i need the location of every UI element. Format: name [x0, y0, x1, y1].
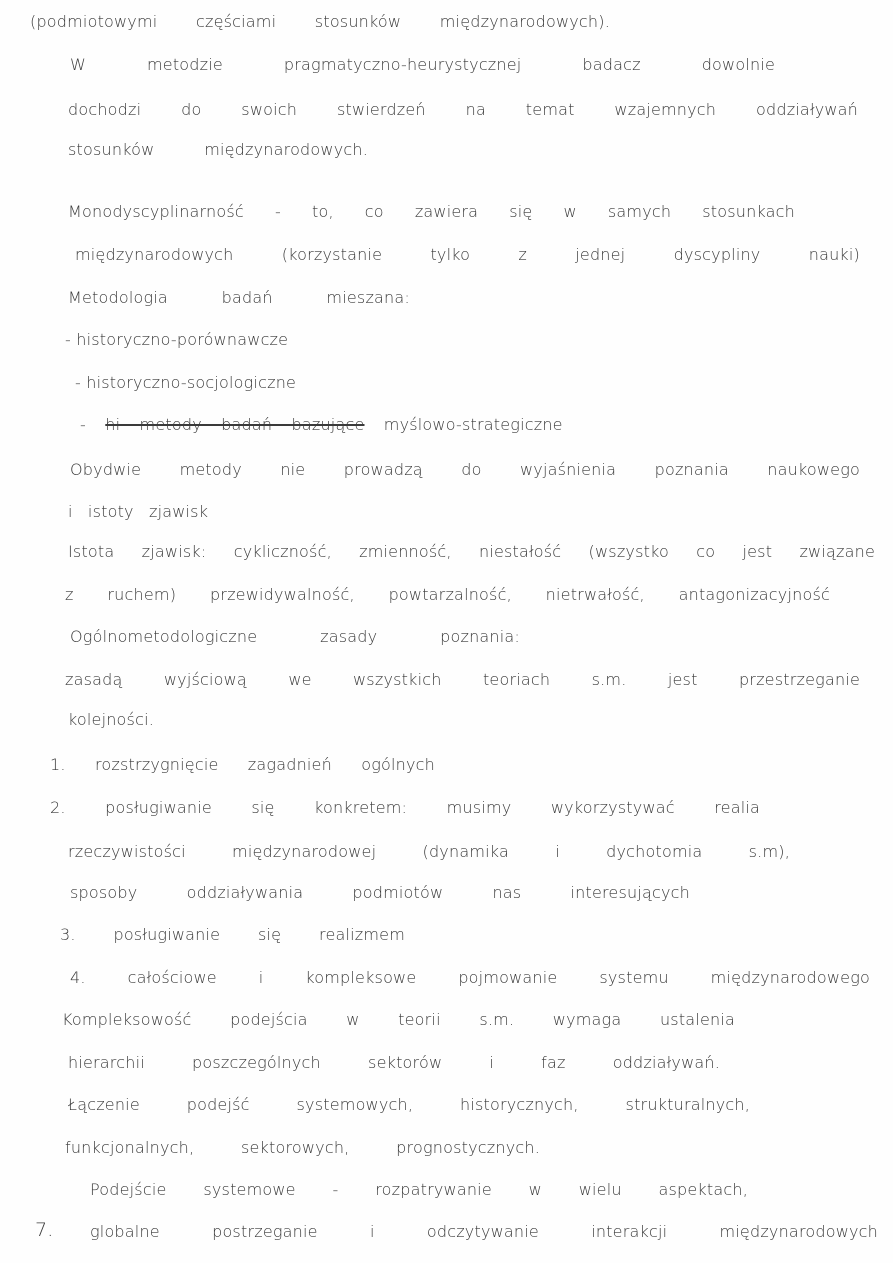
handwritten-line: Monodyscyplinarność - to, co zawiera się w samych stosunkach — [68, 202, 795, 221]
list-number: 7. — [35, 1219, 54, 1241]
handwritten-line: 3. posługiwanie się realizmem — [60, 925, 405, 944]
handwritten-line: (podmiotowymi częściami stosunków międzynarodowych). — [30, 12, 610, 31]
handwritten-line: 4. całościowe i kompleksowe pojmowanie systemu międzynarodowego — [70, 968, 870, 987]
handwritten-line-corrected — [80, 413, 563, 437]
dash: - — [80, 415, 86, 434]
line-text: myślowo-strategiczne — [383, 415, 563, 434]
handwritten-line: Metodologia badań mieszana: — [68, 288, 410, 307]
handwritten-line: zasadą wyjściową we wszystkich teoriach s.m. jest przestrzeganie — [65, 670, 860, 689]
handwritten-line: międzynarodowych (korzystanie tylko z jednej dyscypliny nauki) — [75, 245, 860, 264]
crossed-out-text: hi metody badań bazujące — [105, 415, 365, 434]
handwritten-line: 2. posługiwanie się konkretem: musimy wykorzystywać realia — [50, 798, 760, 817]
handwritten-line: stosunków międzynarodowych. — [68, 140, 368, 159]
handwritten-line: funkcjonalnych, sektorowych, prognostycznych. — [65, 1138, 540, 1157]
handwritten-line: hierarchii poszczególnych sektorów i faz oddziaływań. — [68, 1053, 720, 1072]
handwritten-line: globalne postrzeganie i odczytywanie interakcji międzynarodowych — [90, 1222, 878, 1241]
handwritten-line: sposoby oddziaływania podmiotów nas interesujących — [70, 883, 690, 902]
handwritten-line: z ruchem) przewidywalność, powtarzalność, nietrwałość, antagonizacyjność — [65, 585, 830, 604]
handwritten-line: rzeczywistości międzynarodowej (dynamika i dychotomia s.m), — [68, 842, 790, 861]
handwritten-line: Obydwie metody nie prowadzą do wyjaśnienia poznania naukowego — [70, 460, 860, 479]
handwritten-line: Istota zjawisk: cykliczność, zmienność, niestałość (wszystko co jest związane — [68, 542, 875, 561]
handwritten-line: dochodzi do swoich stwierdzeń na temat wzajemnych oddziaływań — [68, 100, 858, 119]
handwritten-line: i istoty zjawisk — [68, 502, 209, 521]
handwritten-line: Łączenie podejść systemowych, historycznych, strukturalnych, — [68, 1095, 750, 1114]
handwritten-line: W metodzie pragmatyczno-heurystycznej badacz dowolnie — [70, 55, 775, 74]
handwritten-line: kolejności. — [68, 710, 155, 729]
handwritten-line: 1. rozstrzygnięcie zagadnień ogólnych — [50, 755, 435, 774]
handwritten-line: Podejście systemowe - rozpatrywanie w wielu aspektach, — [90, 1180, 748, 1199]
handwritten-line: - historyczno-socjologiczne — [75, 373, 297, 392]
handwritten-line: - historyczno-porównawcze — [65, 330, 289, 349]
handwritten-line: Ogólnometodologiczne zasady poznania: — [70, 627, 520, 646]
handwritten-line: Kompleksowość podejścia w teorii s.m. wymaga ustalenia — [62, 1010, 735, 1029]
